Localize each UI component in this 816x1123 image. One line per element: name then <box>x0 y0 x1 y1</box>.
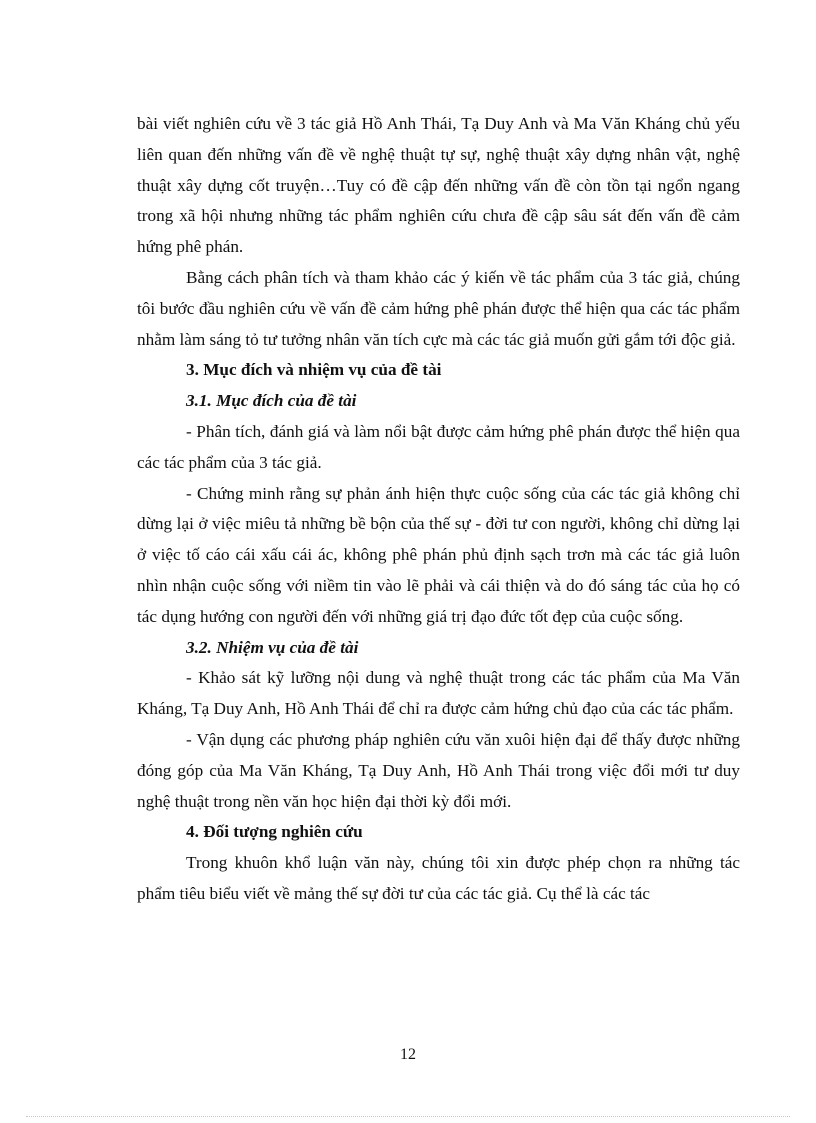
page-bottom-border <box>26 1116 790 1117</box>
paragraph-approach: Bằng cách phân tích và tham khảo các ý kiến về tác phẩm của 3 tác giả, chúng tôi bước đầu nghiên cứu về vấn đề cảm hứng phê phán được thể hiện qua các tác phẩm nhằm làm sáng tỏ tư tưởng nhân văn tích cực mà các tác giả muốn gửi gắm tới độc giả. <box>137 267 740 349</box>
subheading-purpose: 3.1. Mục đích của đề tài <box>186 391 357 411</box>
paragraph-task-1: - Khảo sát kỹ lưỡng nội dung và nghệ thuật trong các tác phẩm của Ma Văn Kháng, Tạ Duy Anh, Hồ Anh Thái để chỉ ra được cảm hứng chủ đạo của các tác phẩm. <box>137 668 740 719</box>
section-heading-purpose-tasks: 3. Mục đích và nhiệm vụ của đề tài <box>186 360 442 380</box>
paragraph-purpose-1: - Phân tích, đánh giá và làm nổi bật được cảm hứng phê phán được thể hiện qua các tác phẩm của 3 tác giả. <box>137 421 740 472</box>
subheading-tasks: 3.2. Nhiệm vụ của đề tài <box>186 637 359 657</box>
section-heading-research-object: 4. Đối tượng nghiên cứu <box>186 822 363 842</box>
paragraph-research-object: Trong khuôn khổ luận văn này, chúng tôi xin được phép chọn ra những tác phẩm tiêu biểu viết về mảng thế sự đời tư của các tác giả. Cụ thể là các tác <box>137 853 740 903</box>
page-body <box>137 109 740 910</box>
paragraph-purpose-2: - Chứng minh rằng sự phản ánh hiện thực cuộc sống của các tác giả không chỉ dừng lại ở việc miêu tả những bề bộn của thế sự - đời tư con người, không chỉ dừng lại ở việc tố cáo cái xấu cái ác, không phê phán phủ định sạch trơn mà các tác giả luôn nhìn nhận cuộc sống với niềm tin vào lẽ phải và cái thiện và do đó sáng tác của họ có tác dụng hướng con người đến với những giá trị đạo đức tốt đẹp của cuộc sống. <box>137 483 740 626</box>
paragraph-research-review: bài viết nghiên cứu về 3 tác giả Hồ Anh Thái, Tạ Duy Anh và Ma Văn Kháng chủ yếu liên quan đến những vấn đề về nghệ thuật tự sự, nghệ thuật xây dựng nhân vật, nghệ thuật xây dựng cốt truyện…Tuy có đề cập đến những vấn đề còn tồn tại ngổn ngang trong xã hội nhưng những tác phẩm nghiên cứu chưa đề cập sâu sát đến vấn đề cảm hứng phê phán. <box>137 114 740 257</box>
paragraph-task-2: - Vận dụng các phương pháp nghiên cứu văn xuôi hiện đại để thấy được những đóng góp của Ma Văn Kháng, Tạ Duy Anh, Hồ Anh Thái trong việc đổi mới tư duy nghệ thuật trong nền văn học hiện đại thời kỳ đổi mới. <box>137 729 740 811</box>
page-number: 12 <box>400 1046 416 1063</box>
